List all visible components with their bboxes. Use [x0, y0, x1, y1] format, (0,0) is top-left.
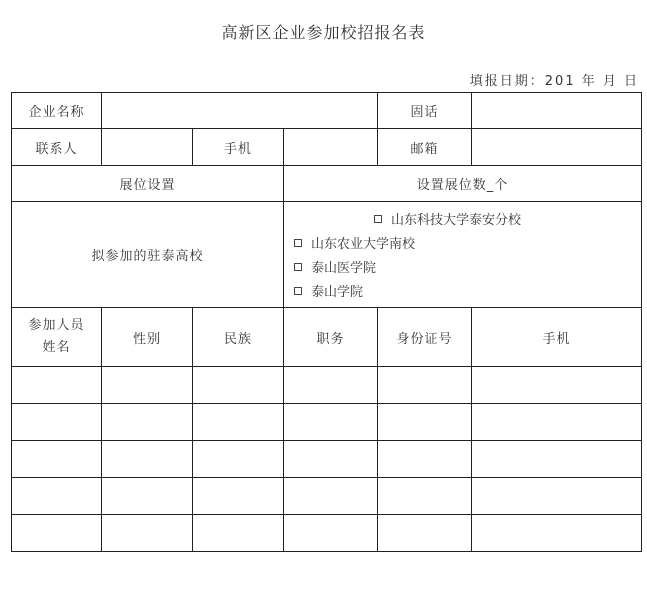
school-option[interactable]: 山东农业大学南校	[294, 231, 641, 255]
table-row	[12, 441, 642, 478]
checkbox-icon[interactable]	[294, 263, 302, 271]
mobile-label: 手机	[193, 129, 284, 166]
landline-field[interactable]	[472, 93, 642, 129]
landline-label: 固话	[378, 93, 472, 129]
gender-header: 性别	[102, 308, 193, 367]
attendee-name-header: 参加人员 姓名	[12, 308, 102, 367]
id-number-header: 身份证号	[378, 308, 472, 367]
form-title: 高新区企业参加校招报名表	[221, 23, 426, 42]
company-name-field[interactable]	[102, 93, 378, 129]
table-row	[12, 404, 642, 441]
company-name-label: 企业名称	[12, 93, 102, 129]
registration-table	[11, 92, 642, 552]
checkbox-icon[interactable]	[374, 215, 382, 223]
school-options	[284, 202, 642, 308]
school-option[interactable]: 泰山学院	[294, 279, 641, 303]
ethnicity-header: 民族	[193, 308, 284, 367]
school-option[interactable]: 泰山医学院	[294, 255, 641, 279]
checkbox-icon[interactable]	[294, 239, 302, 247]
fill-date: 填报日期：201 年 月 日	[469, 74, 639, 89]
email-label: 邮箱	[378, 129, 472, 166]
target-schools-label: 拟参加的驻泰高校	[12, 202, 284, 308]
booth-count-label: 设置展位数_个	[284, 166, 642, 202]
position-header: 职务	[284, 308, 378, 367]
mobile-field[interactable]	[284, 129, 378, 166]
table-row	[12, 367, 642, 404]
contact-field[interactable]	[102, 129, 193, 166]
table-row	[12, 515, 642, 552]
booth-setup-label: 展位设置	[12, 166, 284, 202]
contact-label: 联系人	[12, 129, 102, 166]
school-option[interactable]: 山东科技大学泰安分校	[294, 207, 641, 231]
email-field[interactable]	[472, 129, 642, 166]
table-row	[12, 478, 642, 515]
checkbox-icon[interactable]	[294, 287, 302, 295]
attendee-mobile-header: 手机	[472, 308, 642, 367]
